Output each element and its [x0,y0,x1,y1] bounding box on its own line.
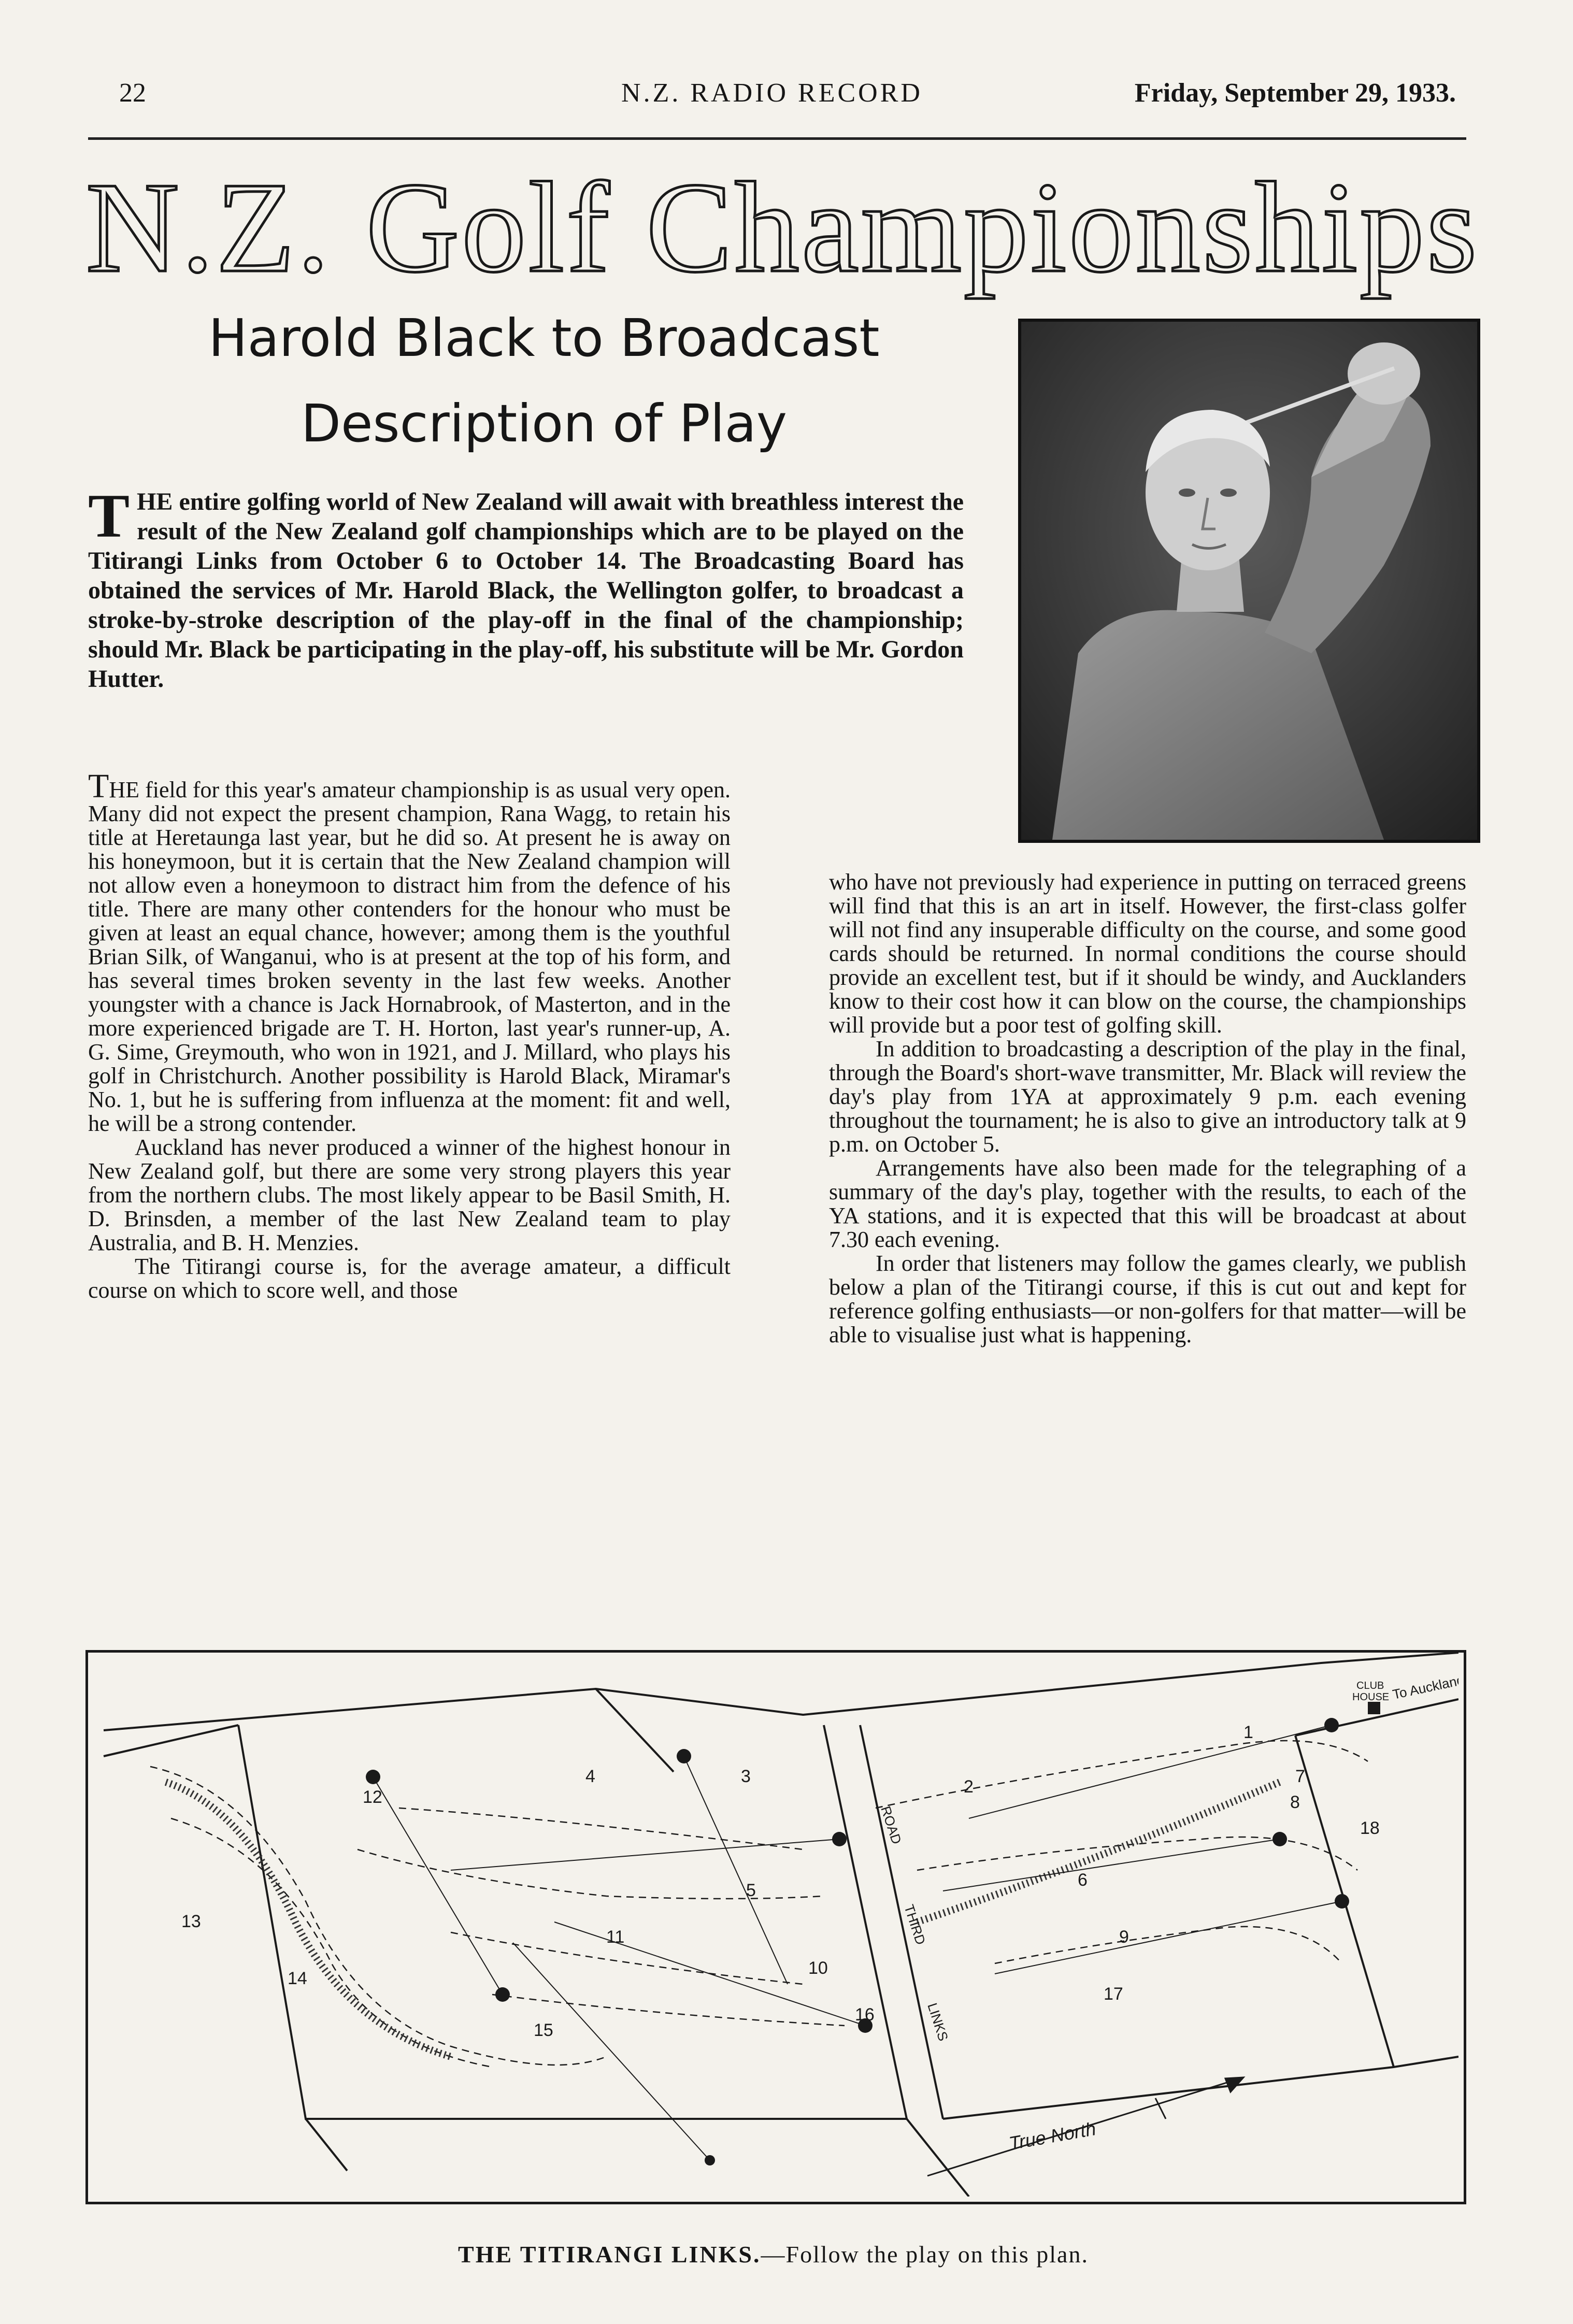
hole-number-1: 1 [1243,1723,1253,1742]
club-house-label-line-2: HOUSE [1352,1691,1390,1703]
fairway-outlines [150,1741,1368,2067]
right-paragraph-2: In addition to broadcasting a description of the play in the final, through the Board's short-wave transmitter, Mr. Black will review the day's play from 1YA at approximately 9 p.m. each evening throughout the tournament; he is also to give an introductory talk at 9 p.m. on October 5. [829,1036,1466,1157]
map-caption-title: THE TITIRANGI LINKS. [458,2241,761,2268]
hole-numbers [181,1723,1380,2040]
course-plan-drawing [88,1653,1458,2197]
map-caption-text: —Follow the play on this plan. [761,2241,1089,2268]
course-plan-map [85,1650,1466,2204]
left-paragraph-3: The Titirangi course is, for the average amateur, a difficult course on which to score well, and those [88,1254,731,1303]
club-house-marker [1368,1702,1380,1714]
third-label: THIRD [901,1902,929,1947]
rough-hatching [166,1782,1280,2057]
subheadline-line-1: Harold Black to Broadcast [208,308,880,368]
golfer-silhouette-image [1021,322,1477,840]
intro-paragraph [88,481,964,694]
right-paragraph-1: who have not previously had experience in putting on terraced greens will find that this is an art in itself. However, the first-class golfer will not find any insuperable difficulty on the course, and some good cards should be returned. In normal conditions the course should provide an excellent test, but if it should be windy, and Aucklanders know to their cost how it can blow on the course, the championships will provide but a poor test of golfing skill. [829,869,1466,1038]
issue-date: Friday, September 29, 1933. [1134,78,1456,108]
hole-number-4: 4 [585,1767,595,1786]
map-caption [85,2241,1461,2268]
hole-number-8: 8 [1290,1792,1300,1812]
road-label: ROAD [878,1804,905,1846]
golfer-photo [1018,319,1480,843]
hole-number-14: 14 [288,1969,307,1988]
hole-number-10: 10 [808,1958,828,1978]
intro-text: HE entire golfing world of New Zealand will await with breathless interest the result of the New Zealand golf championships which are to be played on the Titirangi Links from October 6 to October 14. The Broadcasting Board has obtained the services of Mr. Harold Black, the Wellington golfer, to broadcast a stroke-by-stroke description of the play-off in the final of the championship; should Mr. Black be participating in the play-off, his substitute will be Mr. Gordon Hutter. [88,488,964,693]
intro-drop-cap: T [88,481,130,550]
hole-number-2: 2 [964,1777,974,1797]
true-north-label: True North [1007,2118,1098,2154]
publication-name: N.Z. RADIO RECORD [621,78,923,108]
left-drop-cap: T [88,767,109,805]
right-paragraph-4: In order that listeners may follow the games clearly, we publish below a plan of the Titirangi course, if this is cut out and kept for reference golfing enthusiasts—or non-golfers for that matter—will be able to visualise just what is happening. [829,1251,1466,1347]
hole-number-17: 17 [1104,1984,1123,2004]
right-column [829,870,1466,1347]
left-paragraph-1 [88,767,731,1136]
to-auckland-label: To Auckland [1391,1672,1458,1702]
hole-number-13: 13 [181,1912,201,1931]
north-arrow [927,2077,1243,2176]
hole-number-16: 16 [855,2005,875,2025]
hole-number-18: 18 [1360,1818,1380,1838]
hole-number-3: 3 [741,1767,751,1786]
header-rule [88,137,1466,140]
greens [366,1718,1349,2165]
hole-number-15: 15 [534,2020,553,2040]
left-paragraph-1-text: HE field for this year's amateur championship is as usual very open. Many did not expect the present champion, Rana Wagg, to retain his title at Heretaunga last year, but he did so. At present he is away on his honeymoon, but it is certain that the New Zealand champion will not allow even a honeymoon to distract him from the defence of his title. There are many other contenders for the honour who must be given at least an equal chance, however; among them is the youthful Brian Silk, of Wanganui, who is at present at the top of his form, and has several times broken seventy in the last few weeks. Another youngster with a chance is Jack Hornabrook, of Masterton, and in the more experienced brigade are T. H. Horton, last year's runner-up, A. G. Sime, Greymouth, who won in 1921, and J. Millard, who plays his golf in Christchurch. Another possibility is Harold Black, Miramar's No. 1, but he is suffering from influenza at the moment: fit and well, he will be a strong contender. [88,777,731,1136]
left-column [88,767,731,1303]
right-paragraph-3: Arrangements have also been made for the telegraphing of a summary of the day's play, together with the results, to each of the YA stations, and it is expected that this will be broadcast at about 7.30 each evening. [829,1155,1466,1252]
hole-number-5: 5 [746,1881,756,1900]
hole-number-11: 11 [606,1927,625,1947]
hole-number-6: 6 [1078,1870,1088,1890]
hole-paths [373,1725,1342,2160]
club-house-label-line-1: CLUB [1356,1680,1384,1691]
links-label: LINKS [924,2001,952,2043]
hole-number-9: 9 [1119,1927,1129,1947]
hole-number-12: 12 [363,1787,382,1807]
hole-number-7: 7 [1295,1767,1305,1786]
headline: N.Z. Golf Championships [85,156,1479,299]
page-number: 22 [119,78,146,108]
subheadline-line-2: Description of Play [301,393,788,454]
map-labels [878,1672,1458,2154]
road-lines [104,1653,1458,2197]
left-paragraph-2: Auckland has never produced a winner of the highest honour in New Zealand golf, but there are some very strong players this year from the northern clubs. The most likely appear to be Basil Smith, H. D. Brinsden, a member of the last New Zealand team to play Australia, and B. H. Menzies. [88,1135,731,1255]
